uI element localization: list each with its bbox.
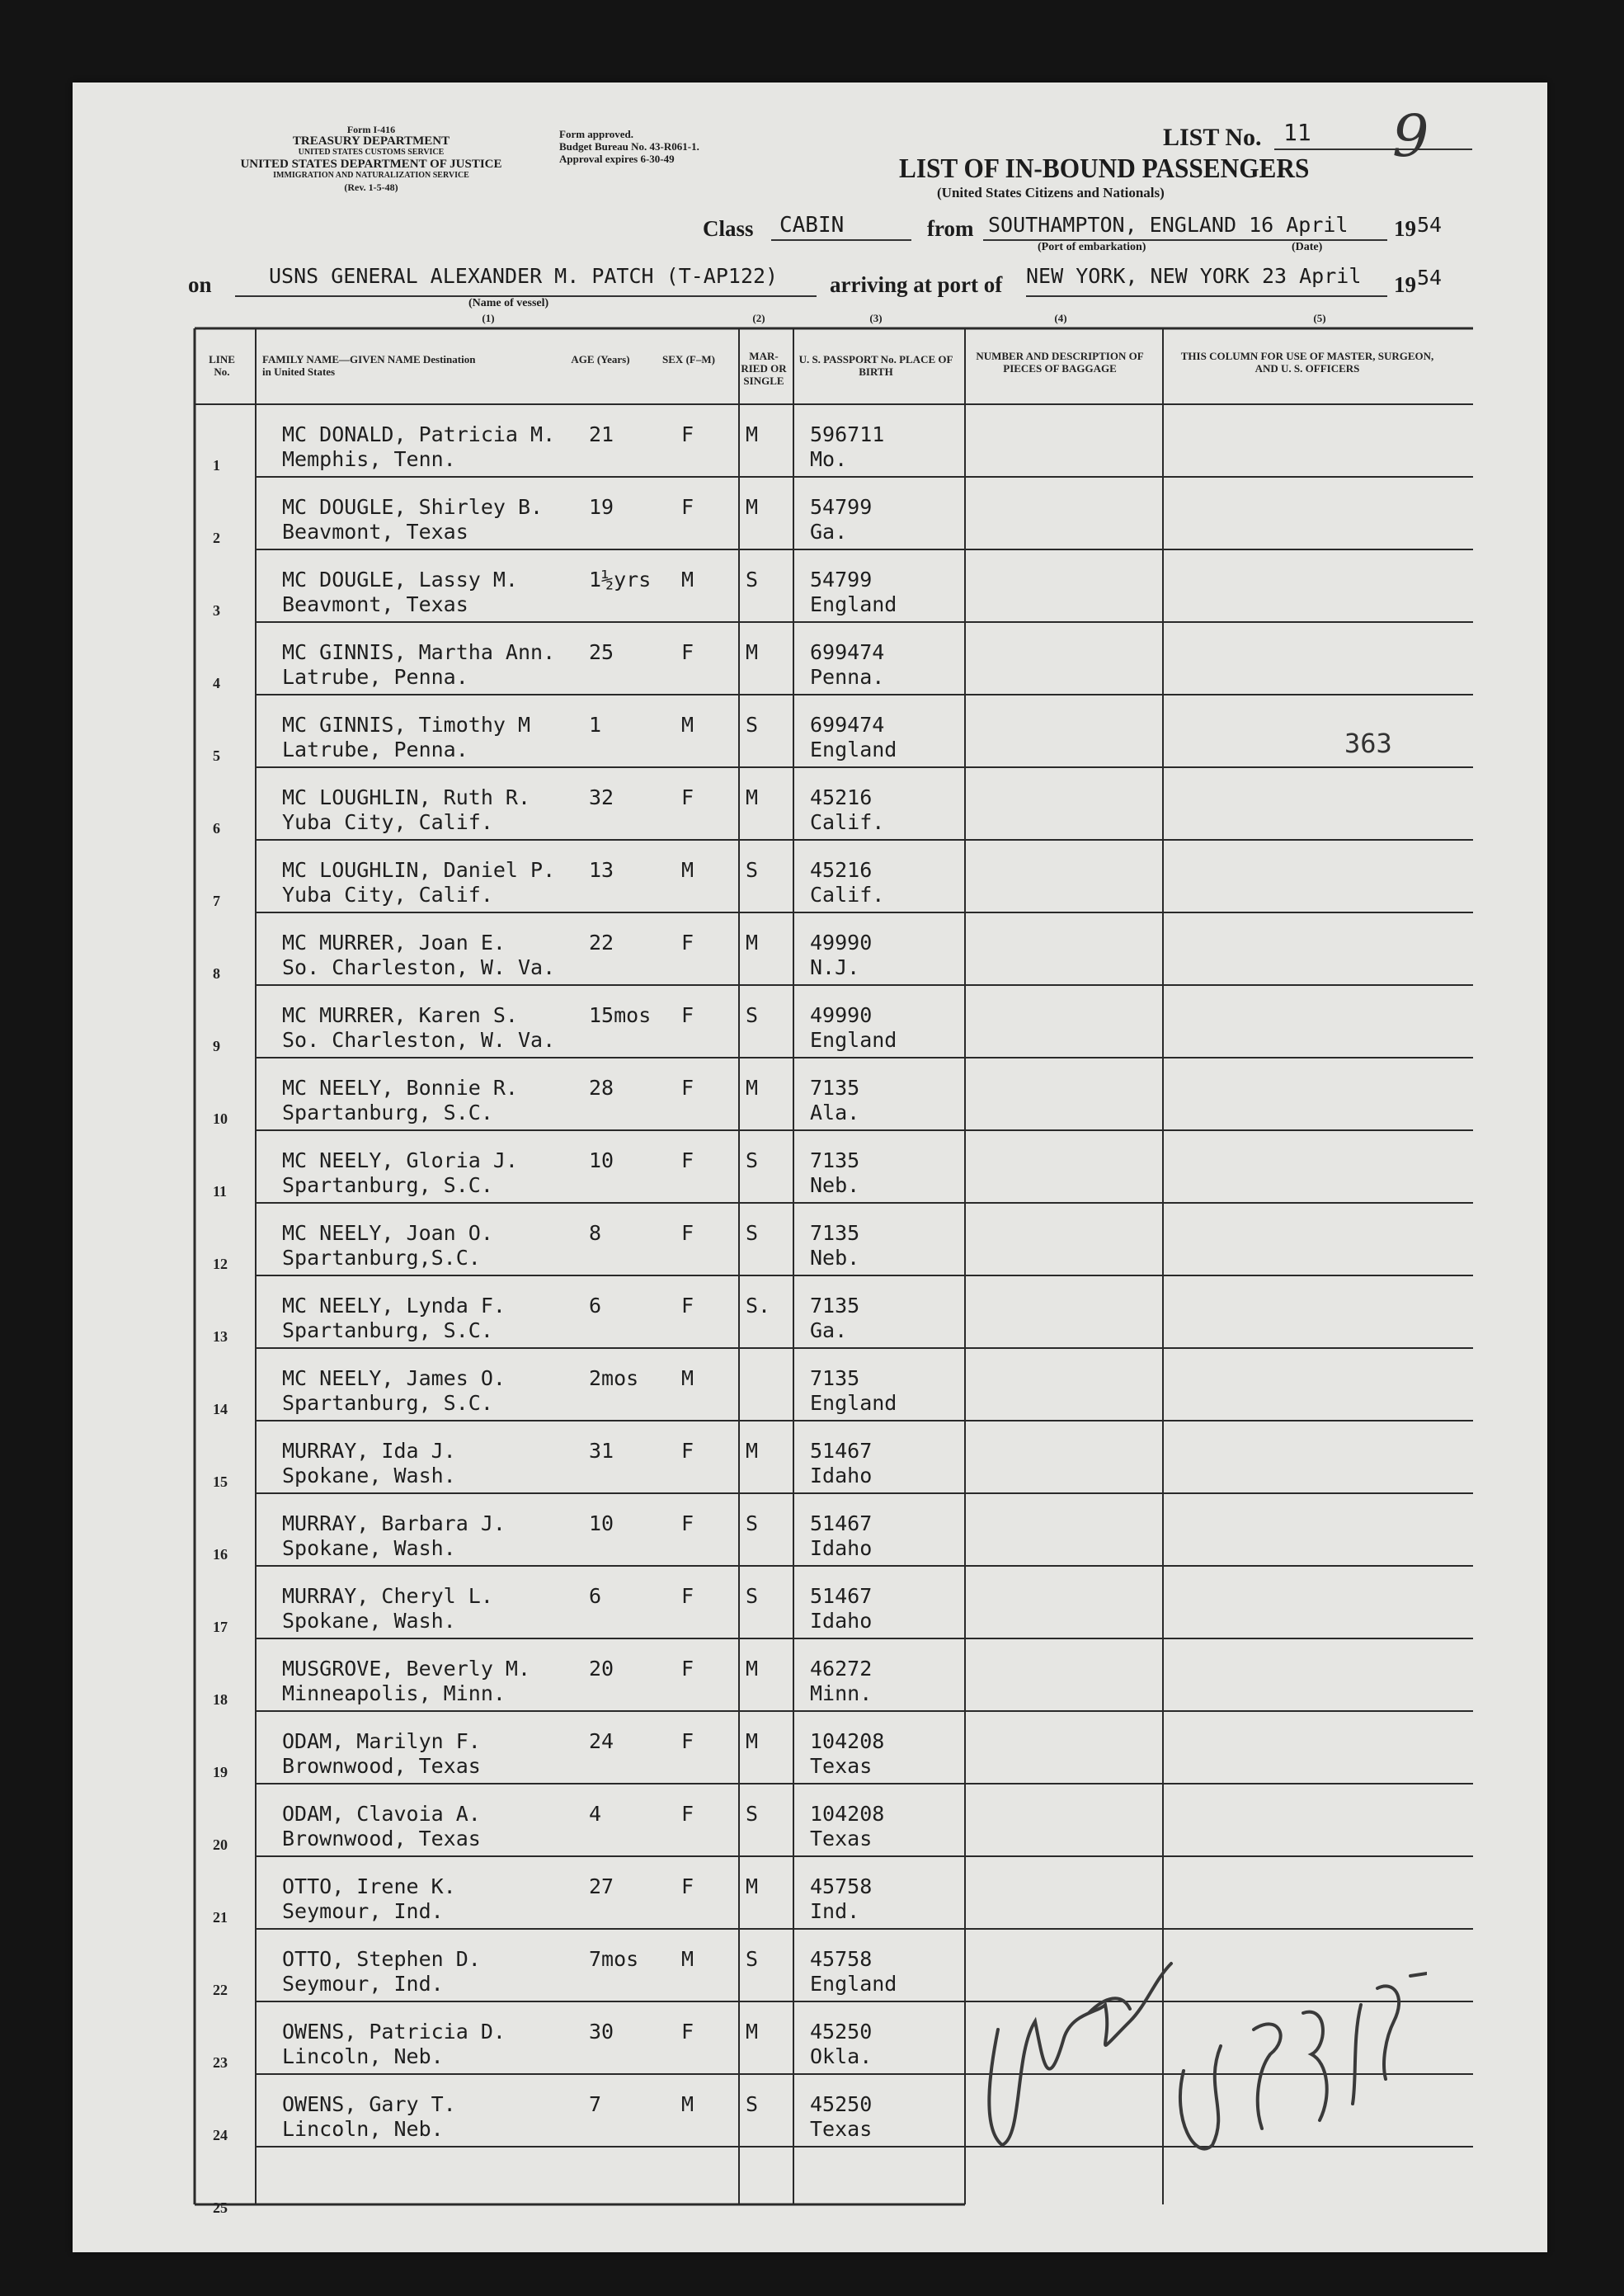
cell-dest: Spartanburg, S.C. — [282, 1101, 493, 1124]
cell-dest: Spartanburg, S.C. — [282, 1173, 493, 1197]
col-header-age: AGE (Years) — [571, 353, 630, 365]
approval-expires: Approval expires 6-30-49 — [559, 153, 675, 165]
cell-name: OTTO, Stephen D. — [282, 1947, 481, 1971]
cell-pp: 45250 — [810, 2020, 873, 2044]
cell-sex: F — [681, 1584, 694, 1608]
line-number: 4 — [213, 675, 220, 691]
cell-dest: Latrube, Penna. — [282, 738, 468, 761]
cell-age: 8 — [589, 1221, 602, 1245]
line-number: 16 — [213, 1546, 228, 1563]
cell-ms: S — [746, 713, 759, 737]
cell-pob: England — [810, 1391, 897, 1415]
class-value: CABIN — [779, 213, 845, 238]
cell-name: MC LOUGHLIN, Ruth R. — [282, 785, 531, 809]
cell-dest: Lincoln, Neb. — [282, 2044, 444, 2068]
cell-age: 15mos — [589, 1003, 652, 1027]
cell-pp: 7135 — [810, 1221, 860, 1245]
cell-ms: S. — [746, 1294, 771, 1318]
cell-pp: 7135 — [810, 1076, 860, 1100]
col-num-2: (2) — [752, 312, 765, 324]
cell-pp: 45216 — [810, 858, 873, 882]
cell-ms: M — [746, 1657, 759, 1681]
cell-sex: F — [681, 1148, 694, 1172]
cell-sex: F — [681, 1439, 694, 1463]
cell-pob: Mo. — [810, 447, 848, 471]
cell-ms: S — [746, 1148, 759, 1172]
cell-sex: F — [681, 1729, 694, 1753]
ins-service: IMMIGRATION AND NATURALIZATION SERVICE — [273, 171, 469, 180]
line-number: 11 — [213, 1183, 228, 1200]
cell-sex: M — [681, 713, 694, 737]
cell-name: ODAM, Marilyn F. — [282, 1729, 481, 1753]
cell-dest: Latrube, Penna. — [282, 665, 468, 689]
arriving-label: arriving at port of — [830, 272, 1003, 297]
cell-dest: So. Charleston, W. Va. — [282, 955, 556, 979]
line-number: 9 — [213, 1038, 220, 1054]
year-2: 54 — [1417, 266, 1443, 290]
cell-name: MURRAY, Ida J. — [282, 1439, 456, 1463]
cell-name: MUSGROVE, Beverly M. — [282, 1657, 531, 1681]
cell-dest: Spartanburg, S.C. — [282, 1318, 493, 1342]
class-label: Class — [703, 216, 754, 241]
cell-pob: Okla. — [810, 2044, 873, 2068]
cell-name: MC MURRER, Joan E. — [282, 931, 506, 955]
cell-pp: 45758 — [810, 1874, 873, 1898]
line-number: 23 — [213, 2054, 228, 2071]
cell-name: MC GINNIS, Timothy M — [282, 713, 531, 737]
cell-name: MC GINNIS, Martha Ann. — [282, 640, 556, 664]
line-number: 7 — [213, 893, 220, 909]
col-header-married: MAR- RIED OR SINGLE — [741, 350, 787, 387]
cell-ms: S — [746, 568, 759, 592]
inspector-signature — [965, 1931, 1427, 2178]
from-label: from — [927, 216, 974, 241]
cell-pp: 51467 — [810, 1584, 873, 1608]
cell-sex: F — [681, 1802, 694, 1826]
cell-name: MC NEELY, James O. — [282, 1366, 506, 1390]
treasury-dept: TREASURY DEPARTMENT — [292, 134, 450, 148]
revision: (Rev. 1-5-48) — [344, 182, 398, 193]
col-header-sex: SEX (F–M) — [662, 353, 715, 365]
cell-pob: Calif. — [810, 810, 885, 834]
cell-dest: Spokane, Wash. — [282, 1536, 456, 1560]
list-number-typed: 11 — [1283, 119, 1311, 146]
cell-pp: 45216 — [810, 785, 873, 809]
cell-pob: Ind. — [810, 1899, 860, 1923]
line-number: 3 — [213, 602, 220, 619]
cell-sex: F — [681, 2020, 694, 2044]
cell-sex: F — [681, 1657, 694, 1681]
line-number: 10 — [213, 1110, 228, 1127]
cell-ms: S — [746, 1584, 759, 1608]
cell-name: MURRAY, Barbara J. — [282, 1511, 506, 1535]
line-number: 6 — [213, 820, 220, 837]
cell-pp: 7135 — [810, 1148, 860, 1172]
cell-ms: S — [746, 1802, 759, 1826]
cell-sex: M — [681, 568, 694, 592]
customs-service: UNITED STATES CUSTOMS SERVICE — [298, 148, 445, 157]
cell-age: 1½yrs — [589, 568, 652, 592]
col-header-officers: THIS COLUMN FOR USE OF MASTER, SURGEON, AND U. S. OFFICERS — [1180, 350, 1434, 375]
year-prefix-1: 19 — [1394, 216, 1416, 241]
cell-dest: Spokane, Wash. — [282, 1609, 456, 1633]
cell-ms: S — [746, 1221, 759, 1245]
cell-pob: Texas — [810, 1827, 873, 1850]
cell-pob: England — [810, 738, 897, 761]
line-number: 18 — [213, 1691, 228, 1708]
form-approved: Form approved. — [559, 128, 634, 140]
cell-name: OWENS, Gary T. — [282, 2092, 456, 2116]
cell-ms: S — [746, 1003, 759, 1027]
line-number: 13 — [213, 1328, 228, 1345]
cell-pp: 51467 — [810, 1511, 873, 1535]
line-number: 24 — [213, 2127, 228, 2143]
cell-name: MC NEELY, Bonnie R. — [282, 1076, 518, 1100]
cell-dest: Lincoln, Neb. — [282, 2117, 444, 2141]
cell-ms: S — [746, 858, 759, 882]
cell-pp: 49990 — [810, 1003, 873, 1027]
cell-sex: F — [681, 495, 694, 519]
cell-dest: Seymour, Ind. — [282, 1899, 444, 1923]
cell-age: 7mos — [589, 1947, 639, 1971]
cell-pob: Idaho — [810, 1536, 873, 1560]
cell-name: MURRAY, Cheryl L. — [282, 1584, 493, 1608]
cell-dest: Minneapolis, Minn. — [282, 1681, 506, 1705]
cell-pob: N.J. — [810, 955, 860, 979]
cell-age: 31 — [589, 1439, 614, 1463]
col-header-passport: U. S. PASSPORT No. PLACE OF BIRTH — [798, 353, 953, 378]
cell-pp: 7135 — [810, 1294, 860, 1318]
cell-name: MC LOUGHLIN, Daniel P. — [282, 858, 556, 882]
cell-pp: 49990 — [810, 931, 873, 955]
line-number: 2 — [213, 530, 220, 546]
cell-ms: M — [746, 1729, 759, 1753]
line-number: 1 — [213, 457, 220, 474]
cell-age: 2mos — [589, 1366, 639, 1390]
cell-pob: Idaho — [810, 1464, 873, 1487]
cell-dest: Yuba City, Calif. — [282, 883, 493, 907]
year-prefix-2: 19 — [1394, 272, 1416, 297]
cell-age: 21 — [589, 422, 614, 446]
cell-pp: 699474 — [810, 640, 885, 664]
col-num-3: (3) — [869, 312, 883, 324]
cell-age: 13 — [589, 858, 614, 882]
cell-dest: Spartanburg,S.C. — [282, 1246, 481, 1270]
cell-pob: Texas — [810, 2117, 873, 2141]
cell-ms: M — [746, 422, 759, 446]
cell-ms: M — [746, 931, 759, 955]
cell-pob: Idaho — [810, 1609, 873, 1633]
cell-pp: 51467 — [810, 1439, 873, 1463]
cell-sex: M — [681, 858, 694, 882]
cell-pob: England — [810, 1028, 897, 1052]
cell-name: MC DOUGLE, Shirley B. — [282, 495, 544, 519]
cell-pp: 104208 — [810, 1802, 885, 1826]
cell-age: 1 — [589, 713, 602, 737]
cell-ms: S — [746, 1511, 759, 1535]
cell-sex: F — [681, 931, 694, 955]
cell-dest: Beavmont, Texas — [282, 520, 468, 544]
cell-age: 10 — [589, 1148, 614, 1172]
cell-pob: Ala. — [810, 1101, 860, 1124]
line-number: 25 — [213, 2199, 228, 2216]
line-number: 17 — [213, 1619, 228, 1635]
cell-sex: F — [681, 1003, 694, 1027]
line-number: 12 — [213, 1256, 228, 1272]
cell-name: MC DONALD, Patricia M. — [282, 422, 556, 446]
cell-age: 22 — [589, 931, 614, 955]
line-number: 20 — [213, 1836, 228, 1853]
cell-pob: Penna. — [810, 665, 885, 689]
vessel-name: USNS GENERAL ALEXANDER M. PATCH (T-AP122) — [269, 264, 779, 288]
page-title: LIST OF IN-BOUND PASSENGERS — [899, 153, 1310, 184]
cell-pp: 54799 — [810, 495, 873, 519]
cell-dest: Brownwood, Texas — [282, 1827, 481, 1850]
form-number: Form I-416 — [346, 124, 396, 135]
cell-sex: F — [681, 1874, 694, 1898]
cell-dest: Spartanburg, S.C. — [282, 1391, 493, 1415]
cell-ms: S — [746, 1947, 759, 1971]
officer-note: 363 — [1344, 728, 1392, 759]
cell-pp: 46272 — [810, 1657, 873, 1681]
cell-pp: 45758 — [810, 1947, 873, 1971]
page-subtitle: (United States Citizens and Nationals) — [937, 185, 1165, 200]
col-num-1: (1) — [482, 312, 495, 324]
cell-sex: F — [681, 1511, 694, 1535]
cell-pob: Ga. — [810, 1318, 848, 1342]
cell-age: 6 — [589, 1294, 602, 1318]
cell-age: 25 — [589, 640, 614, 664]
cell-sex: F — [681, 1294, 694, 1318]
cell-ms: M — [746, 1874, 759, 1898]
cell-ms: M — [746, 785, 759, 809]
cell-sex: M — [681, 1947, 694, 1971]
line-number: 22 — [213, 1982, 228, 1998]
cell-age: 32 — [589, 785, 614, 809]
line-number: 8 — [213, 965, 220, 982]
cell-dest: Brownwood, Texas — [282, 1754, 481, 1778]
cell-ms: S — [746, 2092, 759, 2116]
cell-pp: 104208 — [810, 1729, 885, 1753]
cell-dest: Seymour, Ind. — [282, 1972, 444, 1996]
cell-name: ODAM, Clavoia A. — [282, 1802, 481, 1826]
cell-age: 7 — [589, 2092, 602, 2116]
cell-pob: Ga. — [810, 520, 848, 544]
port-caption: (Port of embarkation) — [1038, 241, 1146, 253]
line-number: 5 — [213, 747, 220, 764]
cell-name: MC DOUGLE, Lassy M. — [282, 568, 518, 592]
cell-pob: England — [810, 592, 897, 616]
cell-name: OWENS, Patricia D. — [282, 2020, 506, 2044]
list-number-handwritten: 9 — [1392, 102, 1429, 170]
cell-sex: M — [681, 2092, 694, 2116]
cell-sex: F — [681, 1221, 694, 1245]
cell-age: 30 — [589, 2020, 614, 2044]
cell-sex: M — [681, 1366, 694, 1390]
on-label: on — [188, 272, 212, 297]
cell-dest: Yuba City, Calif. — [282, 810, 493, 834]
cell-pob: Neb. — [810, 1173, 860, 1197]
col-header-baggage: NUMBER AND DESCRIPTION OF PIECES OF BAGGAGE — [976, 350, 1144, 375]
cell-pp: 7135 — [810, 1366, 860, 1390]
cell-name: MC NEELY, Joan O. — [282, 1221, 493, 1245]
cell-sex: F — [681, 785, 694, 809]
cell-pob: Minn. — [810, 1681, 873, 1705]
col-header-name: FAMILY NAME—GIVEN NAME Destination in United States — [262, 353, 476, 378]
cell-dest: Memphis, Tenn. — [282, 447, 456, 471]
cell-pob: Neb. — [810, 1246, 860, 1270]
cell-pp: 596711 — [810, 422, 885, 446]
cell-ms: M — [746, 640, 759, 664]
justice-dept: UNITED STATES DEPARTMENT OF JUSTICE — [240, 158, 502, 171]
line-number: 19 — [213, 1764, 228, 1780]
cell-sex: F — [681, 640, 694, 664]
line-number: 14 — [213, 1401, 228, 1417]
cell-ms: M — [746, 2020, 759, 2044]
list-label: LIST No. — [1163, 124, 1262, 151]
cell-ms: M — [746, 495, 759, 519]
cell-age: 28 — [589, 1076, 614, 1100]
cell-pob: Calif. — [810, 883, 885, 907]
embarkation-port-date: SOUTHAMPTON, ENGLAND 16 April — [988, 213, 1349, 237]
budget-bureau: Budget Bureau No. 43-R061-1. — [559, 140, 699, 153]
cell-dest: Spokane, Wash. — [282, 1464, 456, 1487]
cell-age: 24 — [589, 1729, 614, 1753]
col-header-line: LINE No. — [209, 353, 235, 378]
cell-sex: F — [681, 1076, 694, 1100]
cell-age: 27 — [589, 1874, 614, 1898]
cell-ms: M — [746, 1439, 759, 1463]
col-num-4: (4) — [1054, 312, 1067, 324]
cell-ms: M — [746, 1076, 759, 1100]
cell-pp: 54799 — [810, 568, 873, 592]
year-1: 54 — [1417, 213, 1443, 237]
vessel-caption: (Name of vessel) — [468, 297, 549, 309]
cell-sex: F — [681, 422, 694, 446]
arrival-port-date: NEW YORK, NEW YORK 23 April — [1026, 264, 1362, 288]
cell-pob: Texas — [810, 1754, 873, 1778]
line-number: 21 — [213, 1909, 228, 1926]
cell-name: OTTO, Irene K. — [282, 1874, 456, 1898]
cell-dest: Beavmont, Texas — [282, 592, 468, 616]
line-number: 15 — [213, 1473, 228, 1490]
cell-name: MC NEELY, Lynda F. — [282, 1294, 506, 1318]
cell-pp: 699474 — [810, 713, 885, 737]
cell-name: MC NEELY, Gloria J. — [282, 1148, 518, 1172]
cell-age: 20 — [589, 1657, 614, 1681]
cell-age: 19 — [589, 495, 614, 519]
date-caption: (Date) — [1292, 241, 1323, 253]
col-num-5: (5) — [1313, 312, 1326, 324]
cell-age: 4 — [589, 1802, 602, 1826]
cell-age: 6 — [589, 1584, 602, 1608]
cell-pob: England — [810, 1972, 897, 1996]
cell-pp: 45250 — [810, 2092, 873, 2116]
cell-dest: So. Charleston, W. Va. — [282, 1028, 556, 1052]
cell-age: 10 — [589, 1511, 614, 1535]
cell-name: MC MURRER, Karen S. — [282, 1003, 518, 1027]
